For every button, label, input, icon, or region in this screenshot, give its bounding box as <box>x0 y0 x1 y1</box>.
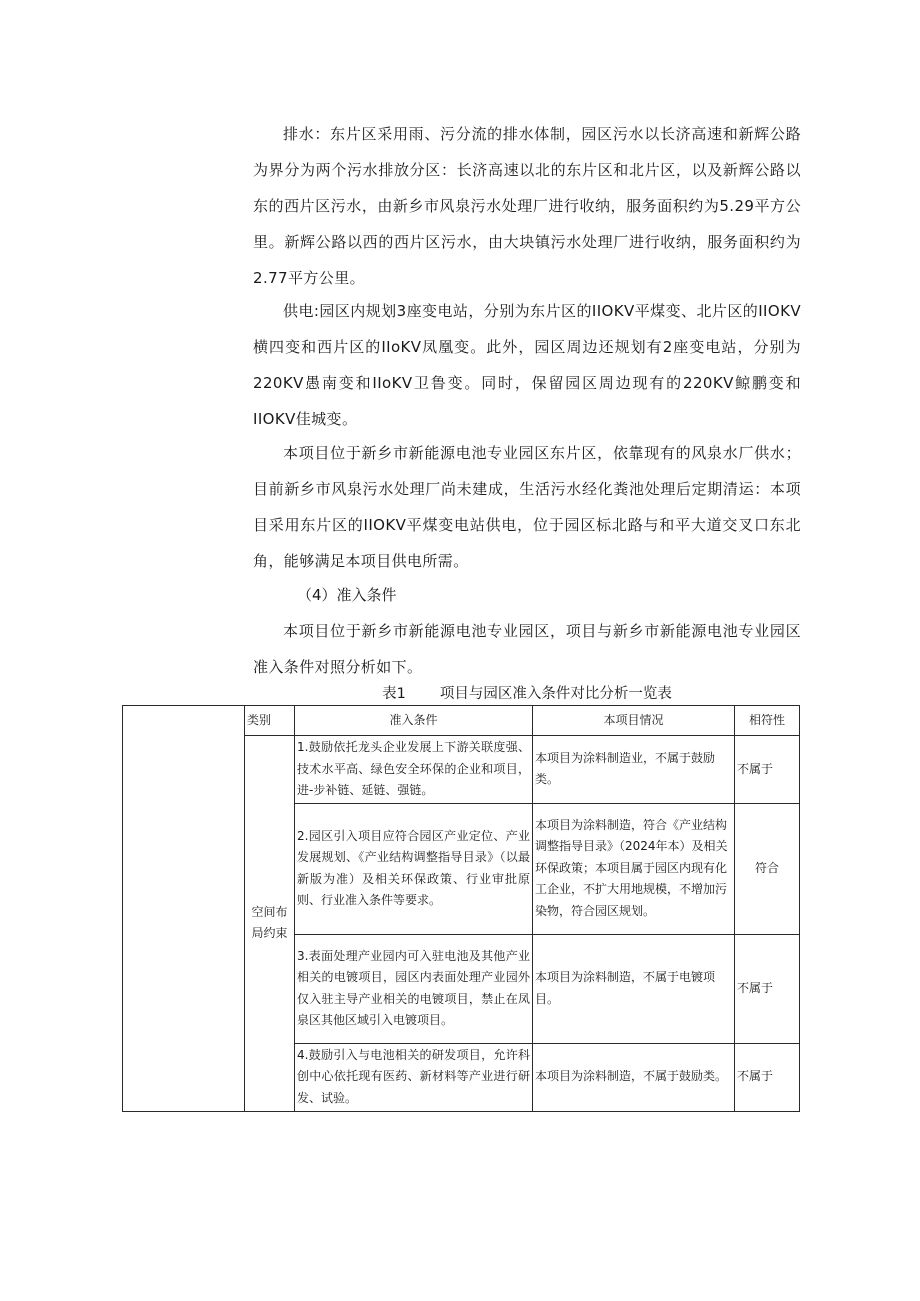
condition-cell: 2.园区引入项目应符合园区产业定位、产业发展规划、《产业结构调整指导目录》（以最新版为准）及相关环保政策、行业审批原则、行业准入条件等要求。 <box>295 803 533 934</box>
paragraph-drainage: 排水：东片区采用雨、污分流的排水体制，园区污水以长济高速和新辉公路为界分为两个污水排放分区：长济高速以北的东片区和北片区，以及新辉公路以东的西片区污水，由新乡市风泉污水处理厂进行收纳，服务面积约为5.29平方公里。新辉公路以西的西片区污水，由大块镇污水处理厂进行收纳，服务面积约为2.77平方公里。 <box>253 125 801 287</box>
category-cell: 空间布局约束 <box>245 736 295 1112</box>
project-cell: 本项目为涂料制造业，不属于鼓励类。 <box>533 736 735 804</box>
header-project: 本项目情况 <box>533 706 735 736</box>
project-cell: 本项目为涂料制造，符合《产业结构调整指导目录》（2024年本）及相关环保政策；本项目属于园区内现有化工企业，不扩大用地规模，不增加污染物，符合园区规划。 <box>533 803 735 934</box>
compliance-cell: 符合 <box>735 803 800 934</box>
compliance-cell: 不属于 <box>735 1043 800 1111</box>
blank-left-cell <box>123 706 245 1112</box>
header-compliance: 相符性 <box>735 706 800 736</box>
comparison-table <box>122 705 800 1112</box>
compliance-cell: 不属于 <box>735 736 800 804</box>
project-cell: 本项目为涂料制造，不属于电镀项目。 <box>533 934 735 1043</box>
table-caption-number: 表1 <box>382 686 406 702</box>
project-cell: 本项目为涂料制造，不属于鼓励类。 <box>533 1043 735 1111</box>
condition-cell: 3.表面处理产业园内可入驻电池及其他产业相关的电镀项目，园区内表面处理产业园外仅入驻主导产业相关的电镀项目，禁止在凤泉区其他区域引入电镀项目。 <box>295 934 533 1043</box>
section-heading: （4）准入条件 <box>297 586 397 604</box>
condition-cell: 4.鼓励引入与电池相关的研发项目，允许科创中心依托现有医药、新材料等产业进行研发、试验。 <box>295 1043 533 1111</box>
header-category: 类别 <box>245 706 295 736</box>
paragraph-project-utilities: 本项目位于新乡市新能源电池专业园区东片区，依靠现有的风泉水厂供水；目前新乡市风泉污水处理厂尚未建成，生活污水经化粪池处理后定期清运：本项目采用东片区的IIOKV平煤变电站供电，位于园区标北路与和平大道交叉口东北角，能够满足本项目供电所需。 <box>253 444 801 570</box>
paragraph-power-supply: 供电:园区内规划3座变电站，分别为东片区的IIOKV平煤变、北片区的IIOKV横四变和西片区的IIoKV凤凰变。此外，园区周边还规划有2座变电站，分别为220KV愚南变和IIoKV卫鲁变。同时，保留园区周边现有的220KV鲸鹏变和IIOKV佳城变。 <box>253 302 801 428</box>
table-caption <box>253 683 801 705</box>
table-caption-title: 项目与园区准入条件对比分析一览表 <box>439 686 672 702</box>
header-condition: 准入条件 <box>295 706 533 736</box>
paragraph-access-conditions: 本项目位于新乡市新能源电池专业园区，项目与新乡市新能源电池专业园区准入条件对照分析如下。 <box>253 622 801 676</box>
table-header-row <box>123 706 800 736</box>
compliance-cell: 不属于 <box>735 934 800 1043</box>
condition-cell: 1.鼓励依托龙头企业发展上下游关联度强、技术水平高、绿色安全环保的企业和项目，进-步补链、延链、强链。 <box>295 736 533 804</box>
